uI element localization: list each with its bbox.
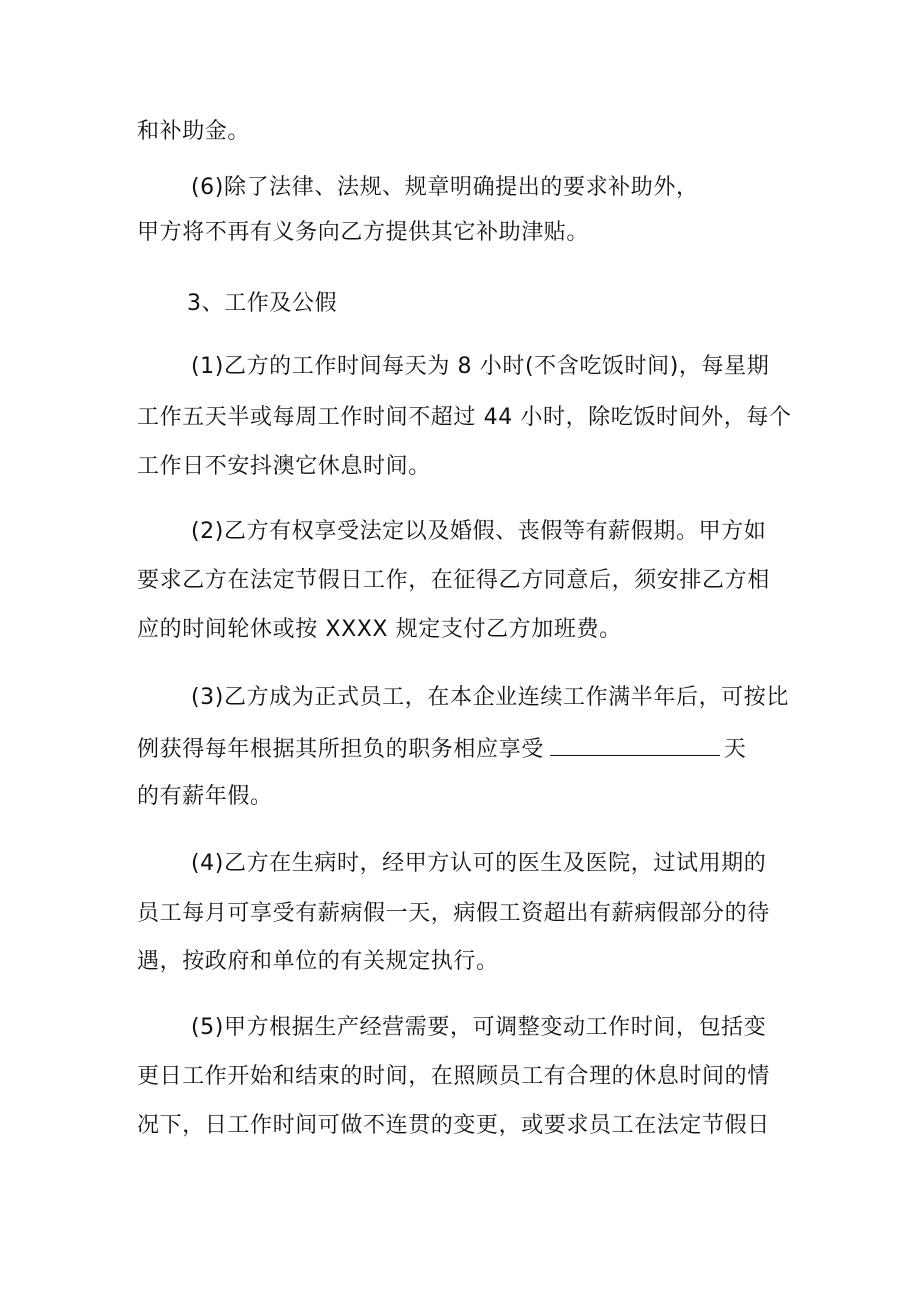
fill-in-blank[interactable] bbox=[550, 733, 720, 756]
clause-5-text: (5)甲方根据生产经营需要，可调整变动工作时间，包括变 bbox=[191, 1015, 767, 1040]
text-line-with-blank bbox=[137, 733, 746, 765]
clause-4-text: (4)乙方在生病时，经甲方认可的医生及医院，过试用期的 bbox=[191, 851, 767, 876]
text-line: 应的时间轮休或按 XXXX 规定支付乙方加班费。 bbox=[137, 617, 622, 642]
text-line: 工作五天半或每周工作时间不超过 44 小时，除吃饭时间外，每个 bbox=[137, 405, 792, 430]
clause-3-text: (3)乙方成为正式员工，在本企业连续工作满半年后，可按比 bbox=[191, 685, 789, 710]
text-segment: 天 bbox=[723, 737, 747, 762]
clause-1-text: (1)乙方的工作时间每天为 8 小时(不含吃饭时间)，每星期 bbox=[191, 354, 770, 379]
text-line: 工作日不安抖澳它休息时间。 bbox=[137, 454, 431, 479]
text-line: 要求乙方在法定节假日工作，在征得乙方同意后，须安排乙方相 bbox=[137, 568, 770, 593]
clause-2-text: (2)乙方有权享受法定以及婚假、丧假等有薪假期。甲方如 bbox=[191, 519, 767, 544]
clause-6-text: (6)除了法律、法规、规章明确提出的要求补助外， bbox=[191, 175, 699, 200]
text-line: 遇，按政府和单位的有关规定执行。 bbox=[137, 949, 499, 974]
text-line: 的有薪年假。 bbox=[137, 784, 273, 809]
text-line: 况下，日工作时间可做不连贯的变更，或要求员工在法定节假日 bbox=[137, 1113, 770, 1138]
text-line: 和补助金。 bbox=[137, 119, 251, 144]
section-heading: 3、工作及公假 bbox=[187, 291, 338, 316]
text-segment: 例获得每年根据其所担负的职务相应享受 bbox=[137, 737, 544, 762]
text-line: 员工每月可享受有薪病假一天，病假工资超出有薪病假部分的待 bbox=[137, 901, 770, 926]
text-line: 更日工作开始和结束的时间，在照顾员工有合理的休息时间的情 bbox=[137, 1064, 770, 1089]
text-line: 甲方将不再有义务向乙方提供其它补助津贴。 bbox=[137, 220, 590, 245]
